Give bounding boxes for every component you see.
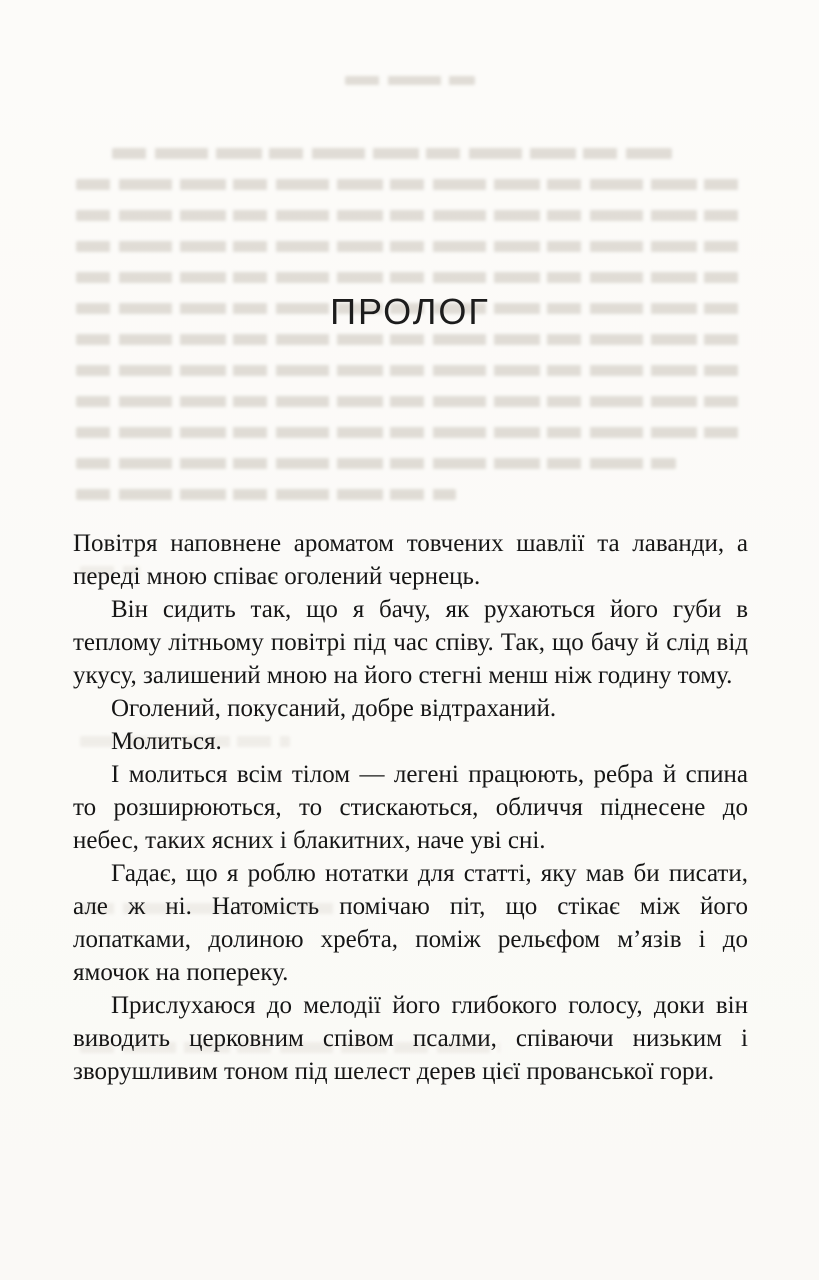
bleed-line <box>76 334 744 345</box>
bleed-line <box>76 272 744 283</box>
bleed-line <box>345 76 475 85</box>
bleed-line <box>76 241 744 252</box>
bleed-line <box>76 396 744 407</box>
paragraph: Молиться. <box>111 728 222 755</box>
paragraph: Оголений, покусаний, добре відтраханий. <box>111 695 557 722</box>
bleed-line <box>76 365 744 376</box>
bleed-line <box>76 179 744 190</box>
bleed-line <box>76 489 456 500</box>
bleed-line <box>112 148 672 159</box>
paragraph: Гадає, що я роблю нотатки для статті, яку мав би писати, але ж ні. Натомість помічаю піт, що стікає між його лопатками, долиною хребта, поміж рельєфом м’язів і до ямочок на попереку. <box>73 860 748 986</box>
body-text <box>73 527 748 1088</box>
bleed-line <box>76 427 744 438</box>
chapter-title: ПРОЛОГ <box>330 291 490 332</box>
paragraph: Прислухаюся до мелодії його глибокого голосу, доки він виводить церковним співом псалми, співаючи низьким і зворушливим тоном під шелест дерев цієї прованської гори. <box>73 992 748 1085</box>
paragraph: Він сидить так, що я бачу, як рухаються його губи в теплому літньому повітрі під час співу. Так, що бачу й слід від укусу, залишений мною на його стегні менш ніж годину тому. <box>73 596 748 689</box>
bleed-line <box>76 458 676 469</box>
paragraph: І молиться всім тілом — легені працюють, ребра й спина то розширюються, то стискаються, обличчя піднесене до небес, таких ясних і блакитних, наче уві сні. <box>73 761 748 854</box>
bleed-line <box>76 210 744 221</box>
paragraph: Повітря наповнене ароматом товчених шавлії та лаванди, а переді мною співає оголений чернець. <box>73 530 748 590</box>
